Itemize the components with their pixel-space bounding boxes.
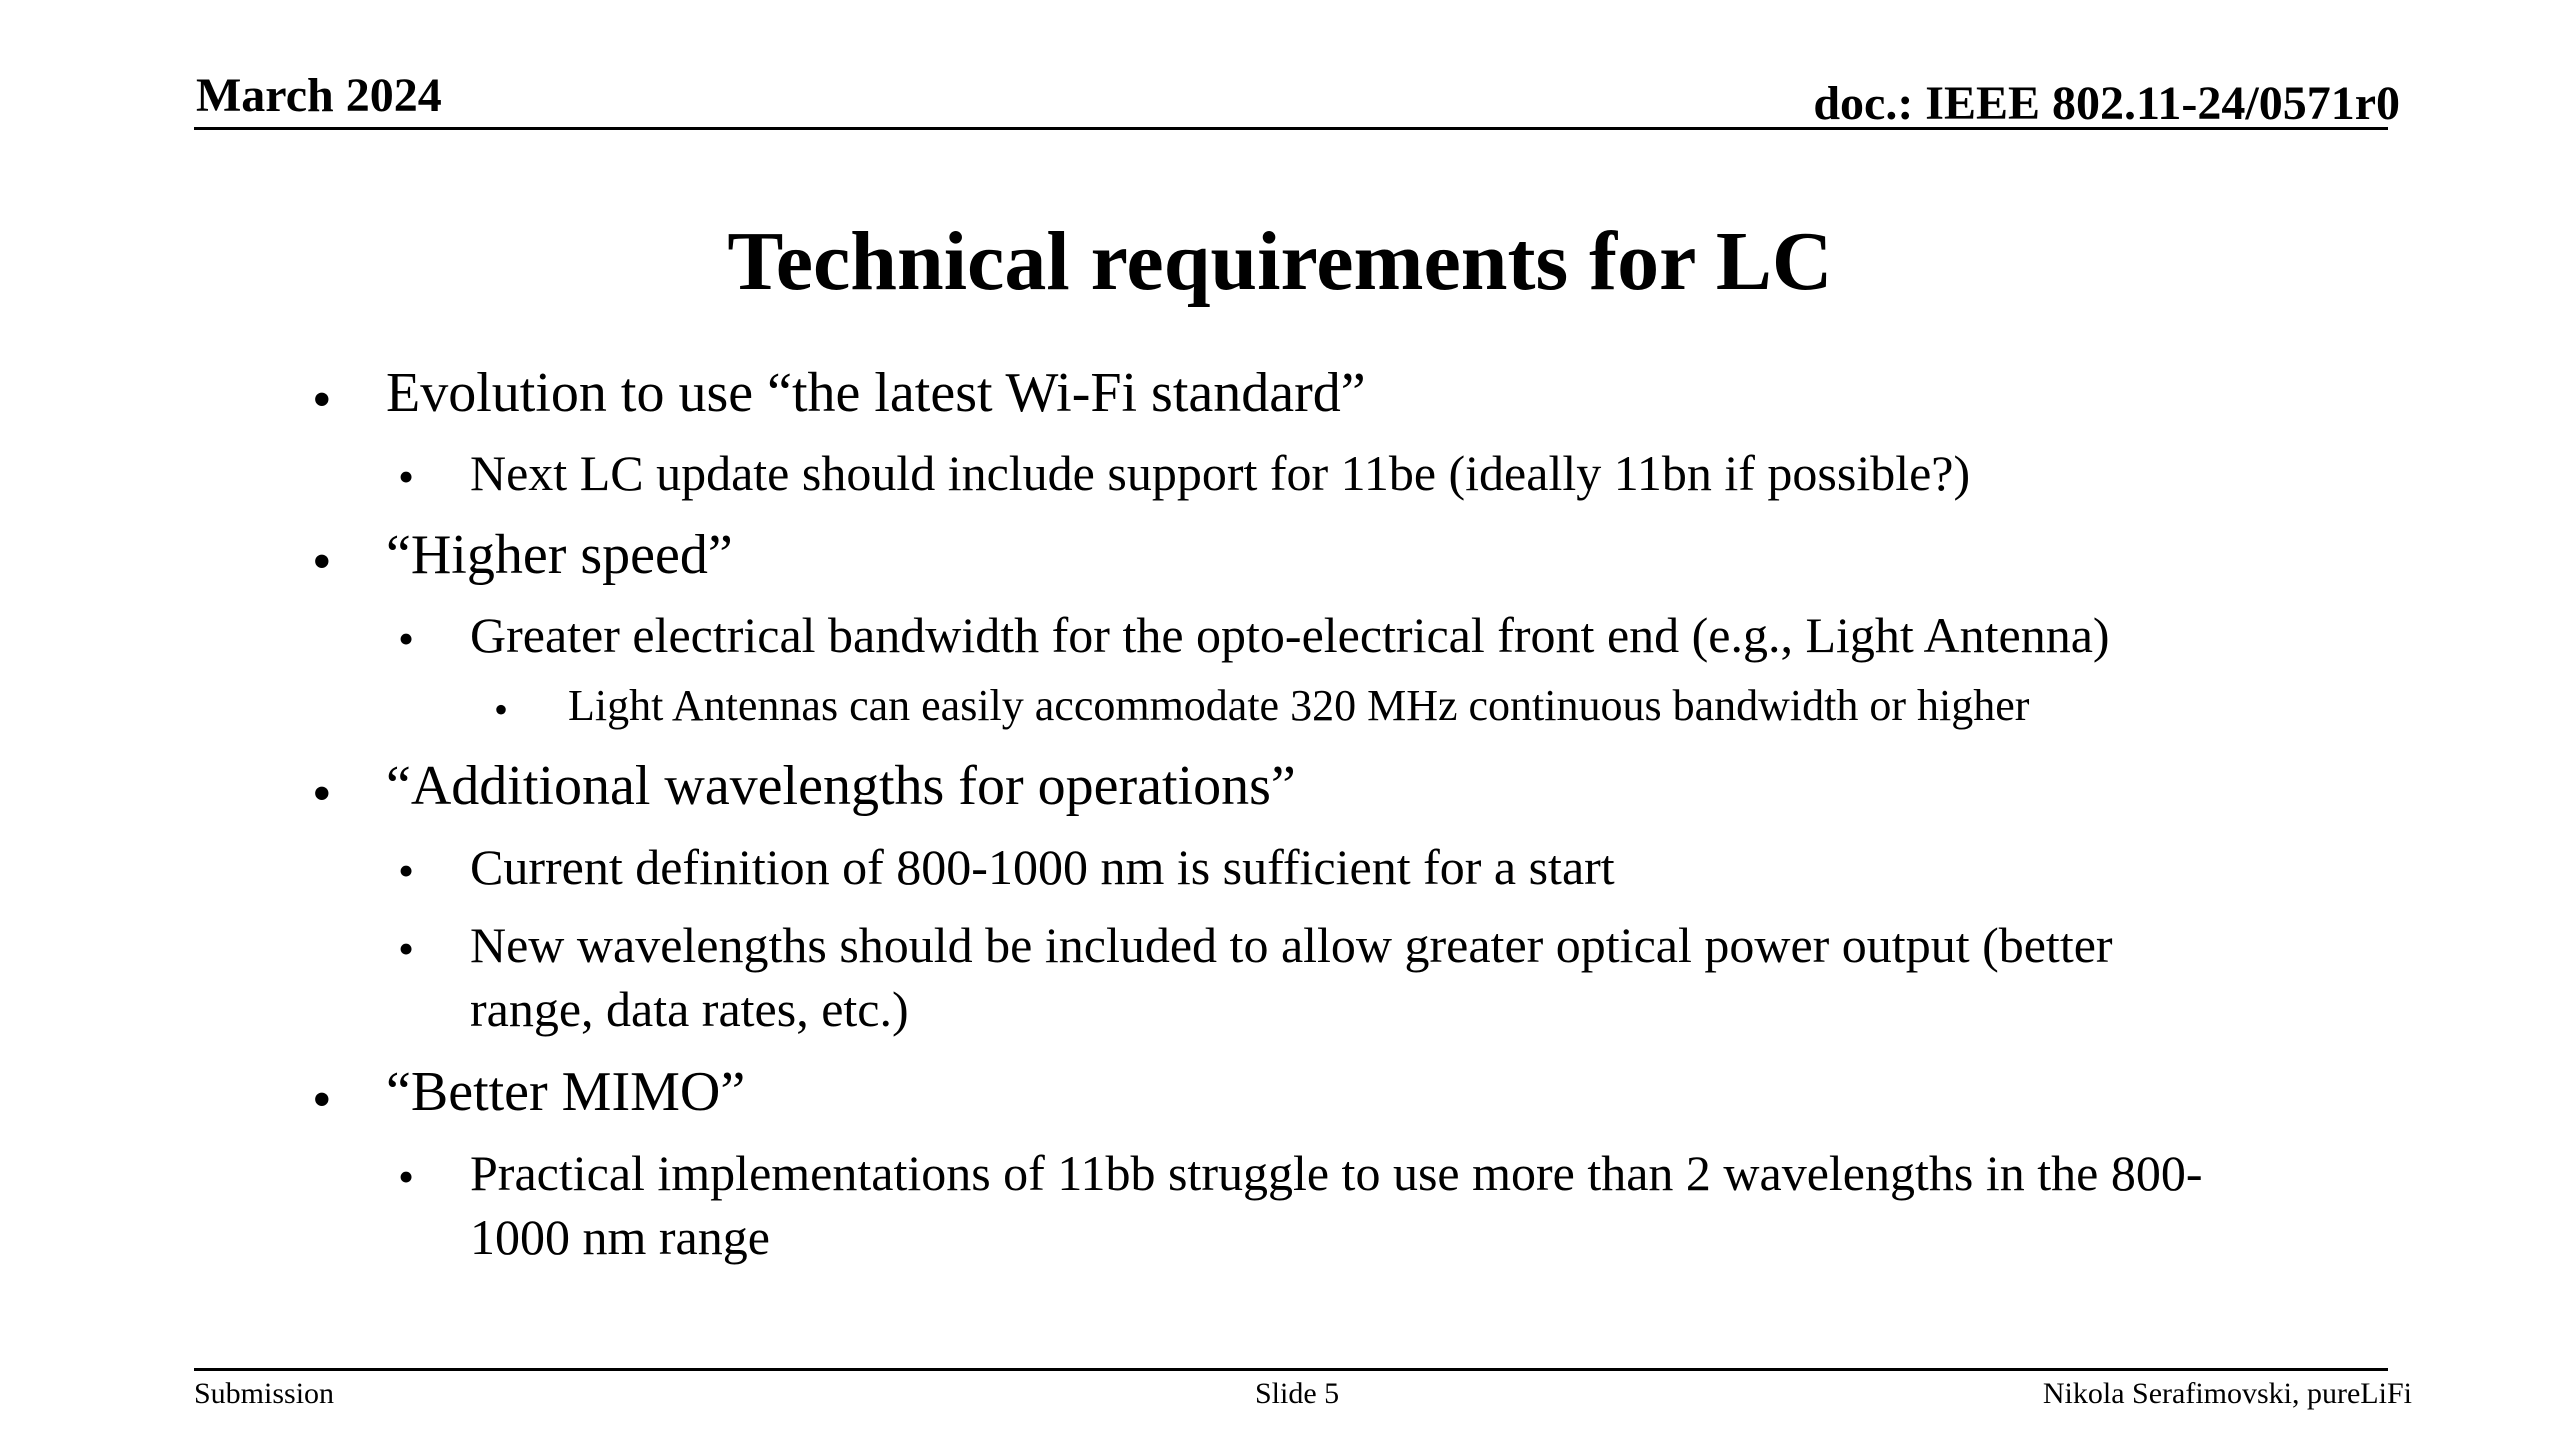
bullet-marker: •: [398, 1151, 415, 1202]
header-date: March 2024: [196, 69, 442, 122]
bullet-text: “Additional wavelengths for operations”: [386, 755, 1296, 817]
bullet-marker: •: [312, 1069, 332, 1131]
bullet-text: Greater electrical bandwidth for the opto-electrical front end (e.g., Light Antenna): [470, 607, 2110, 663]
bullet-marker: •: [312, 531, 332, 593]
bullet-marker: •: [312, 763, 332, 825]
bullet-marker: •: [398, 613, 415, 664]
bullet-text: Practical implementations of 11bb struggle to use more than 2 wavelengths in the 800-: [470, 1145, 2203, 1201]
header-divider: [194, 127, 2388, 130]
footer-submission: Submission: [194, 1377, 335, 1410]
bullet-text: “Higher speed”: [386, 524, 733, 586]
bullet-text: Next LC update should include support for 11be (ideally 11bn if possible?): [470, 445, 1971, 501]
bullet-text: New wavelengths should be included to allow greater optical power output (better: [470, 917, 2113, 973]
footer-divider: [194, 1368, 2388, 1371]
bullet-marker: •: [398, 845, 415, 896]
slide-title: Technical requirements for LC: [727, 215, 1833, 308]
footer-slide-number: Slide 5: [1255, 1377, 1340, 1410]
bullet-text: Evolution to use “the latest Wi-Fi standard”: [386, 362, 1366, 424]
bullet-marker: •: [398, 923, 415, 974]
bullet-marker: •: [494, 687, 509, 732]
bullet-text: “Better MIMO”: [386, 1061, 746, 1123]
bullet-marker: •: [398, 451, 415, 502]
bullet-text-continuation: range, data rates, etc.): [470, 981, 909, 1037]
bullet-text: Current definition of 800-1000 nm is sufficient for a start: [470, 839, 1615, 895]
bullet-text: Light Antennas can easily accommodate 320 MHz continuous bandwidth or higher: [568, 681, 2030, 730]
header-doc-id: doc.: IEEE 802.11-24/0571r0: [1813, 77, 2400, 130]
bullet-marker: •: [312, 369, 332, 431]
footer-author: Nikola Serafimovski, pureLiFi: [2042, 1377, 2412, 1410]
bullet-text-continuation: 1000 nm range: [470, 1209, 770, 1265]
